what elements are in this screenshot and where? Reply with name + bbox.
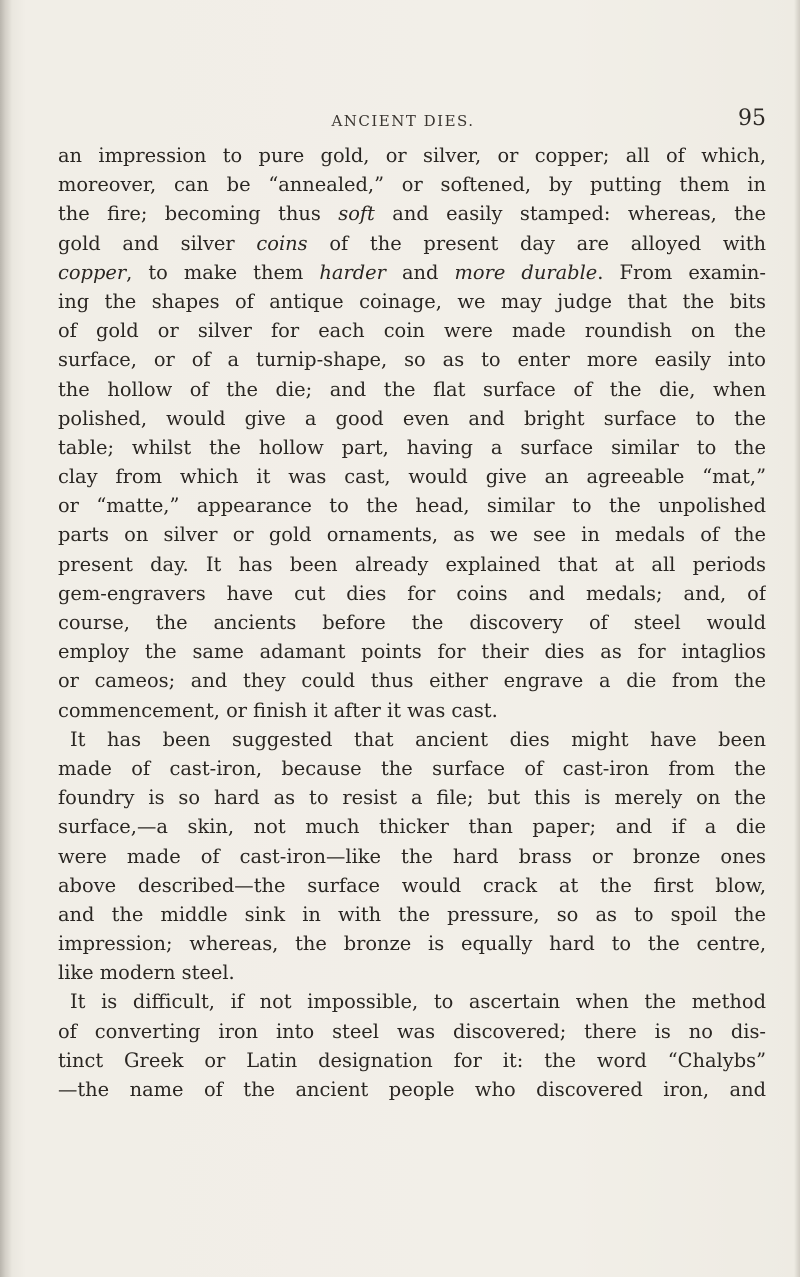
page-header: [40, 106, 766, 142]
italic-word: harder: [319, 260, 386, 284]
text-line: employ the same adamant points for their dies as for intaglios: [58, 640, 766, 664]
text-line: foundry is so hard as to resist a file; but this is merely on the: [58, 786, 766, 810]
text-line: like modern steel.: [58, 961, 235, 985]
text-line: tinct Greek or Latin designation for it: the word “Chalybs”: [58, 1048, 766, 1072]
text-line: of converting iron into steel was discovered; there is no dis-: [58, 1019, 766, 1043]
text-line: It has been suggested that ancient dies might have been: [70, 727, 766, 751]
italic-word: soft: [338, 202, 375, 226]
running-head: ANCIENT DIES.: [331, 112, 475, 130]
binding-shadow: [0, 0, 12, 1277]
text-line: an impression to pure gold, or silver, or copper; all of which,: [58, 144, 766, 167]
text-line: —the name of the ancient people who discovered iron, and: [58, 1078, 766, 1101]
text-line: gem-engravers have cut dies for coins and medals; and, of: [58, 581, 766, 605]
text-line: clay from which it was cast, would give an agreeable “mat,”: [58, 465, 766, 489]
italic-word: coins: [256, 231, 308, 255]
text-line: made of cast-iron, because the surface of cast-iron from the: [58, 756, 766, 780]
text-line: or “matte,” appearance to the head, similar to the unpolished: [58, 494, 766, 518]
text-line: present day. It has been already explained that at all periods: [58, 552, 766, 576]
text-line: copper, to make them harder and more durable. From examin-: [58, 260, 766, 284]
text-line: course, the ancients before the discovery of steel would: [58, 611, 766, 634]
text-line: were made of cast-iron—like the hard brass or bronze ones: [58, 844, 766, 868]
body-text: [58, 141, 766, 1104]
text-line: moreover, can be “annealed,” or softened, by putting them in: [58, 173, 766, 197]
text-line: table; whilst the hollow part, having a surface similar to the: [58, 435, 766, 459]
text-line: gold and silver coins of the present day are alloyed with: [58, 231, 766, 255]
text-line: ing the shapes of antique coinage, we may judge that the bits: [58, 289, 766, 313]
text-line: the hollow of the die; and the flat surface of the die, when: [58, 377, 766, 401]
text-line: parts on silver or gold ornaments, as we see in medals of the: [58, 523, 766, 547]
text-line: surface,—a skin, not much thicker than paper; and if a die: [58, 815, 766, 839]
page-edge: [794, 0, 800, 1277]
text-line: surface, or of a turnip-shape, so as to enter more easily into: [58, 348, 766, 372]
text-line: or cameos; and they could thus either engrave a die from the: [58, 669, 766, 693]
text-line: above described—the surface would crack at the first blow,: [58, 873, 766, 897]
text-line: commencement, or finish it after it was cast.: [58, 698, 498, 722]
italic-word: copper: [58, 260, 127, 284]
text-line: It is difficult, if not impossible, to ascertain when the method: [70, 990, 766, 1014]
text-line: polished, would give a good even and bright surface to the: [58, 406, 766, 430]
text-line: impression; whereas, the bronze is equally hard to the centre,: [58, 932, 766, 956]
page-number: 95: [738, 106, 766, 131]
text-line: of gold or silver for each coin were made roundish on the: [58, 319, 766, 343]
italic-word: more durable: [454, 260, 598, 284]
text-line: and the middle sink in with the pressure, so as to spoil the: [58, 902, 766, 926]
text-line: the fire; becoming thus soft and easily stamped: whereas, the: [58, 202, 766, 226]
